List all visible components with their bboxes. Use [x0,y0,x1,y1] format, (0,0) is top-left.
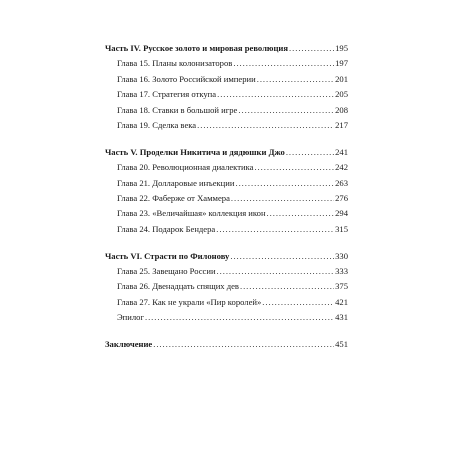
toc-chapter-title: Глава 17. Стратегия откупа [117,89,217,100]
dot-leader [230,249,334,264]
dot-leader [289,41,334,56]
dot-leader [231,191,334,206]
dot-leader [153,337,334,352]
dot-leader [216,222,334,237]
toc-chapter-title: Глава 25. Завещано России [117,266,216,277]
toc-chapter-title: Глава 27. Как не украли «Пир королей» [117,296,262,307]
dot-leader [238,103,334,118]
dot-leader [235,176,334,191]
toc-part-title: Заключение [105,339,153,350]
section-spacer [105,326,348,338]
dot-leader [217,87,334,102]
toc-chapter-entry [105,264,348,279]
table-of-contents [105,41,348,353]
toc-page-number: 217 [335,119,348,130]
dot-leader [145,310,334,325]
toc-chapter-title: Глава 18. Ставки в большой игре [117,104,238,115]
dot-leader [254,160,334,175]
section-spacer [105,133,348,145]
toc-chapter-entry [105,176,348,191]
toc-page-number: 330 [335,250,348,261]
toc-chapter-entry [105,72,348,87]
toc-page-number: 242 [335,162,348,173]
toc-page-number: 197 [335,58,348,69]
toc-chapter-entry [105,160,348,175]
toc-chapter-entry [105,279,348,294]
toc-chapter-entry [105,118,348,133]
toc-page-number: 263 [335,177,348,188]
toc-chapter-title: Глава 24. Подарок Бендера [117,223,216,234]
dot-leader [233,56,334,71]
toc-page-number: 451 [335,339,348,350]
dot-leader [197,118,334,133]
toc-chapter-entry [105,191,348,206]
section-spacer [105,237,348,249]
dot-leader [286,145,334,160]
toc-page-number: 195 [335,43,348,53]
toc-part-heading [105,337,348,352]
toc-part-title: Часть V. Проделки Никитича и дядюшки Джо [105,146,285,157]
toc-chapter-entry [105,103,348,118]
toc-page-number: 421 [335,296,348,307]
toc-chapter-entry [105,206,348,221]
dot-leader [217,264,335,279]
toc-page-number: 315 [335,223,348,234]
toc-chapter-title: Глава 20. Революционная диалектика [117,162,254,173]
toc-chapter-title: Глава 22. Фаберже от Хаммера [117,193,230,204]
toc-page-number: 294 [335,208,348,219]
toc-part-heading [105,145,348,160]
toc-page-number: 205 [335,89,348,100]
toc-part-title: Часть VI. Страсти по Филонову [105,250,230,261]
toc-page-number: 375 [335,281,348,292]
toc-page-number: 241 [335,146,348,157]
dot-leader [267,206,335,221]
toc-chapter-title: Глава 15. Планы колонизаторов [117,58,233,69]
toc-chapter-title: Глава 26. Двенадцать спящих дев [117,281,239,292]
toc-chapter-entry [105,222,348,237]
toc-chapter-title: Глава 16. Золото Российской империи [117,73,256,84]
toc-part-title: Часть IV. Русское золото и мировая революция [105,43,289,53]
dot-leader [257,72,334,87]
toc-chapter-entry [105,87,348,102]
toc-chapter-title: Глава 19. Сделка века [117,119,197,130]
toc-chapter-entry [105,310,348,325]
toc-part-heading [105,41,348,56]
toc-part-heading [105,249,348,264]
toc-page-number: 333 [335,266,348,277]
toc-page-number: 208 [335,104,348,115]
toc-page-number: 431 [335,312,348,323]
dot-leader [240,279,334,294]
toc-page-number: 201 [335,73,348,84]
toc-chapter-title: Глава 21. Долларовые инъекции [117,177,235,188]
toc-chapter-title: Эпилог [117,312,144,323]
toc-chapter-title: Глава 23. «Величайшая» коллекция икон [117,208,266,219]
toc-page-number: 276 [335,193,348,204]
toc-chapter-entry [105,295,348,310]
dot-leader [262,295,334,310]
toc-chapter-entry [105,56,348,71]
